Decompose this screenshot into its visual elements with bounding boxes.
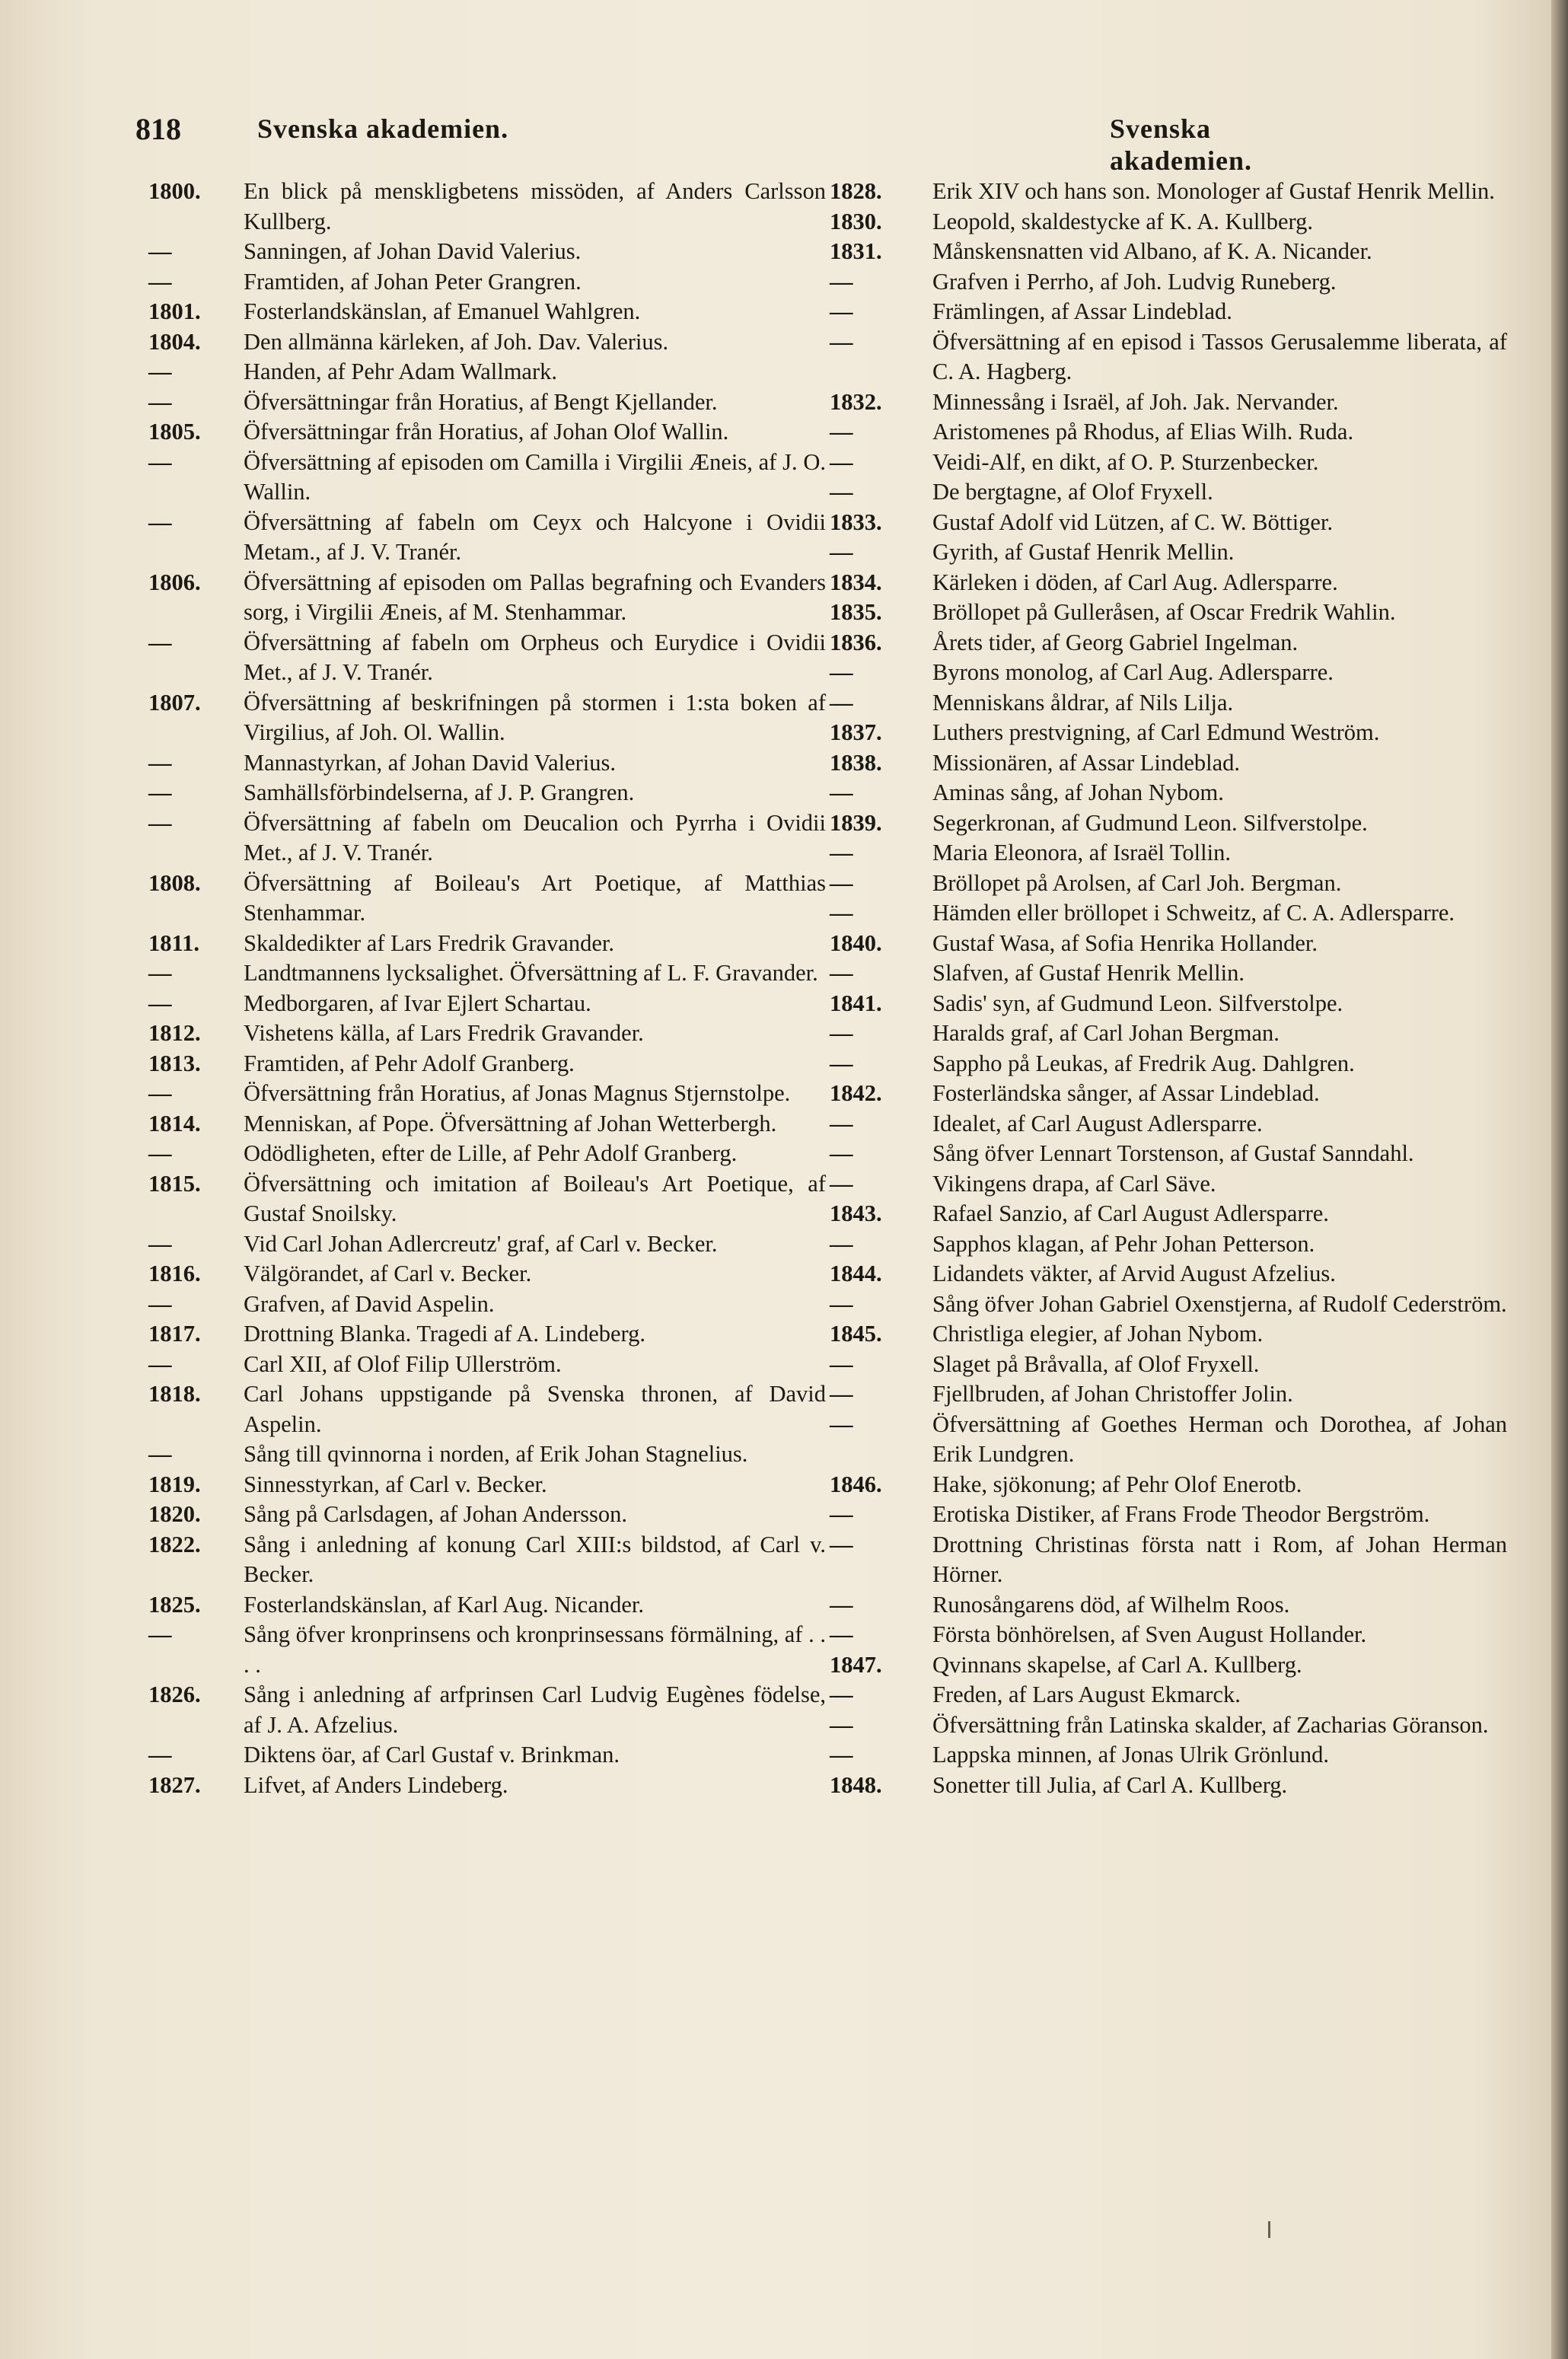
entry-year: — [830, 1682, 853, 1707]
entry-text: Hake, sjökonung; af Pehr Olof Enerotb. [932, 1471, 1302, 1497]
entry-year: 1800. [148, 178, 201, 204]
list-item [830, 1289, 1507, 1320]
list-item [148, 1229, 826, 1260]
entry-text: Drottning Blanka. Tragedi af A. Lindeberg. [244, 1321, 646, 1347]
entry-text: Skaldedikter af Lars Fredrik Gravander. [244, 929, 614, 956]
entry-text: Runosångarens död, af Wilhelm Roos. [932, 1591, 1290, 1618]
entry-year: — [148, 779, 172, 805]
entry-text: Menniskan, af Pope. Öfversättning af Johan Wetterbergh. [244, 1110, 777, 1136]
list-item [830, 1079, 1507, 1109]
entry-text: Veidi-Alf, en dikt, af O. P. Sturzenbecker. [932, 448, 1319, 475]
list-item [148, 1439, 826, 1470]
entry-year: 1831. [830, 238, 882, 264]
entry-text: Årets tider, af Georg Gabriel Ingelman. [932, 629, 1299, 655]
list-item [830, 1379, 1507, 1410]
entry-year: — [830, 1591, 853, 1618]
entry-text: Öfversättning af fabeln om Orpheus och Eurydice i Ovidii Met., af J. V. Tranér. [244, 629, 826, 685]
entry-text: Bröllopet på Arolsen, af Carl Joh. Bergman. [932, 869, 1342, 896]
entry-year: — [830, 539, 853, 565]
list-item [148, 448, 826, 508]
entry-year: 1811. [148, 929, 199, 956]
entry-year: — [830, 900, 853, 926]
list-item [830, 1139, 1507, 1169]
entry-text: Öfversättning af episoden om Pallas begrafning och Evanders sorg, i Virgilii Æneis, af M. Stenhammar. [244, 569, 826, 625]
entry-text: Sanningen, af Johan David Valerius. [244, 238, 582, 264]
entry-text: Freden, af Lars August Ekmarck. [932, 1682, 1241, 1707]
entry-year: 1808. [148, 869, 201, 896]
entry-year: 1813. [148, 1050, 201, 1076]
entry-text: Handen, af Pehr Adam Wallmark. [244, 359, 558, 384]
list-item [148, 387, 826, 418]
entry-text: Rafael Sanzio, af Carl August Adlersparre. [932, 1200, 1329, 1226]
entry-text: Öfversättning af fabeln om Deucalion och Pyrrha i Ovidii Met., af J. V. Tranér. [244, 809, 826, 865]
entry-year: 1815. [148, 1170, 201, 1197]
entry-text: Fosterlandskänslan, af Karl Aug. Nicander. [244, 1591, 644, 1618]
entry-year: — [148, 359, 172, 384]
list-item [148, 628, 826, 688]
entry-year: — [830, 689, 853, 716]
entry-year: — [830, 1290, 853, 1317]
entry-year: — [148, 1080, 172, 1106]
list-item [830, 1710, 1507, 1741]
entry-text: Idealet, af Carl August Adlersparre. [932, 1110, 1263, 1136]
list-item [148, 1350, 826, 1380]
entry-year: — [148, 1230, 172, 1257]
list-item [148, 177, 826, 237]
entry-year: — [148, 1441, 172, 1467]
list-item [830, 327, 1507, 387]
entry-text: Fosterlandskänslan, af Emanuel Wahlgren. [244, 298, 641, 324]
entry-year: — [148, 448, 172, 475]
entry-year: — [148, 1742, 172, 1768]
list-item [148, 1319, 826, 1350]
entry-year: — [830, 1531, 853, 1557]
list-item [148, 869, 826, 929]
entry-year: 1843. [830, 1200, 882, 1226]
entry-year: — [148, 508, 172, 535]
list-item [830, 1319, 1507, 1350]
entry-text: Framtiden, af Johan Peter Grangren. [244, 268, 582, 295]
list-item [830, 1530, 1507, 1590]
entry-year: — [830, 268, 853, 295]
list-item [148, 989, 826, 1019]
entry-text: Sång öfver Lennart Torstenson, af Gustaf Sanndahl. [932, 1140, 1414, 1166]
entry-year: 1801. [148, 298, 201, 324]
entry-year: — [830, 479, 853, 505]
list-item [148, 1379, 826, 1439]
list-item [148, 958, 826, 989]
entry-year: 1826. [148, 1682, 201, 1707]
list-item [830, 267, 1507, 298]
entry-text: Lifvet, af Anders Lindeberg. [244, 1771, 508, 1798]
list-item [830, 417, 1507, 448]
entry-text: Aminas sång, af Johan Nybom. [932, 779, 1224, 805]
entry-year: — [148, 629, 172, 655]
list-item [148, 748, 826, 779]
list-item [830, 748, 1507, 779]
entry-text: Luthers prestvigning, af Carl Edmund Weström. [932, 719, 1380, 745]
list-item [830, 1199, 1507, 1229]
list-item [830, 177, 1507, 207]
entry-year: — [830, 1170, 853, 1197]
list-item [830, 1740, 1507, 1771]
list-item [830, 1680, 1507, 1710]
entry-text: Leopold, skaldestycke af K. A. Kullberg. [932, 208, 1314, 234]
entry-text: Segerkronan, af Gudmund Leon. Silfverstolpe. [932, 809, 1368, 836]
list-item [830, 1229, 1507, 1260]
entry-text: Sapphos klagan, af Pehr Johan Petterson. [932, 1230, 1315, 1257]
entry-text: Öfversättningar från Horatius, af Bengt Kjellander. [244, 388, 718, 415]
list-item [830, 718, 1507, 748]
page-edge-shadow [1551, 0, 1568, 2359]
entry-year: — [148, 388, 172, 415]
list-item [830, 1350, 1507, 1380]
list-item [830, 477, 1507, 508]
list-item [830, 1500, 1507, 1530]
list-item [830, 989, 1507, 1019]
entry-text: Öfversättning och imitation af Boileau's Art Poetique, af Gustaf Snoilsky. [244, 1170, 826, 1226]
entry-year: — [148, 1140, 172, 1166]
list-item [148, 1680, 826, 1740]
entry-year: — [830, 328, 853, 355]
ink-mark [1268, 2221, 1270, 2238]
list-item [148, 1049, 826, 1079]
list-item [148, 1259, 826, 1289]
entry-text: Minnessång i Israël, af Joh. Jak. Nervander. [932, 388, 1339, 415]
list-item [830, 869, 1507, 899]
entry-text: Sång på Carlsdagen, af Johan Andersson. [244, 1501, 627, 1527]
list-item [148, 267, 826, 298]
list-item [830, 929, 1507, 959]
list-item [830, 537, 1507, 568]
entry-text: Sonetter till Julia, af Carl A. Kullberg. [932, 1771, 1288, 1798]
entry-year: — [830, 1020, 853, 1046]
entry-text: Framtiden, af Pehr Adolf Granberg. [244, 1050, 575, 1076]
entry-text: Byrons monolog, af Carl Aug. Adlersparre. [932, 659, 1334, 685]
entry-text: En blick på menskligbetens missöden, af Anders Carlsson Kullberg. [244, 178, 826, 234]
entry-year: 1827. [148, 1771, 201, 1798]
entry-year: — [148, 809, 172, 836]
entry-text: Carl Johans uppstigande på Svenska thronen, af David Aspelin. [244, 1381, 826, 1437]
entry-year: — [830, 1411, 853, 1437]
entry-year: 1816. [148, 1261, 201, 1286]
entry-text: Sappho på Leukas, af Fredrik Aug. Dahlgren. [932, 1050, 1355, 1076]
list-item [148, 417, 826, 448]
entry-text: Öfversättning af beskrifningen på stormen i 1:sta boken af Virgilius, af Joh. Ol. Wallin. [244, 689, 826, 745]
entry-year: — [148, 749, 172, 776]
entry-text: Öfversättning af episoden om Camilla i Virgilii Æneis, af J. O. Wallin. [244, 448, 826, 505]
entry-year: — [148, 1350, 172, 1377]
entry-year: 1848. [830, 1771, 882, 1798]
entry-year: 1814. [148, 1110, 201, 1136]
entry-text: Sång till qvinnorna i norden, af Erik Johan Stagnelius. [244, 1441, 748, 1467]
entry-year: 1839. [830, 809, 882, 836]
entry-year: — [148, 268, 172, 295]
entry-text: Grafven i Perrho, af Joh. Ludvig Runeberg. [932, 268, 1337, 295]
list-item [830, 628, 1507, 658]
list-item [830, 1771, 1507, 1801]
list-item [148, 237, 826, 267]
entry-text: Lappska minnen, af Jonas Ulrik Grönlund. [932, 1742, 1329, 1768]
list-item [830, 1259, 1507, 1289]
list-item [830, 658, 1507, 688]
entry-text: Öfversättning af Goethes Herman och Dorothea, af Johan Erik Lundgren. [932, 1411, 1507, 1467]
entry-text: Sång öfver kronprinsens och kronprinsessans förmälning, af . . . . [244, 1621, 826, 1678]
list-item [830, 387, 1507, 418]
entry-year: — [830, 869, 853, 896]
entry-year: — [830, 419, 853, 445]
entry-text: De bergtagne, af Olof Fryxell. [932, 479, 1213, 505]
list-item [148, 1079, 826, 1109]
entry-text: Gustaf Adolf vid Lützen, af C. W. Böttiger. [932, 508, 1334, 535]
entry-text: Menniskans åldrar, af Nils Lilja. [932, 689, 1234, 716]
entry-text: Erik XIV och hans son. Monologer af Gustaf Henrik Mellin. [932, 178, 1495, 204]
list-item [830, 1590, 1507, 1621]
list-item [148, 327, 826, 358]
right-column [830, 177, 1507, 1800]
list-item [148, 1139, 826, 1169]
entry-text: Gustaf Wasa, af Sofia Henrika Hollander. [932, 929, 1318, 956]
entry-text: Slafven, af Gustaf Henrik Mellin. [932, 960, 1245, 986]
entry-year: — [148, 1621, 172, 1647]
entry-text: Mannastyrkan, af Johan David Valerius. [244, 749, 617, 776]
entry-year: 1818. [148, 1381, 201, 1407]
list-item [148, 297, 826, 327]
entry-year: 1845. [830, 1321, 882, 1347]
list-item [830, 598, 1507, 628]
entry-text: Aristomenes på Rhodus, af Elias Wilh. Ruda. [932, 419, 1354, 445]
entry-year: — [830, 1350, 853, 1377]
list-item [830, 1410, 1507, 1470]
entry-year: — [830, 779, 853, 805]
entry-year: — [830, 1110, 853, 1136]
entry-year: 1806. [148, 569, 201, 595]
entry-text: Öfversättning af Boileau's Art Poetique, af Matthias Stenhammar. [244, 869, 826, 926]
list-item [148, 1740, 826, 1771]
list-item [830, 1169, 1507, 1200]
entry-year: — [148, 990, 172, 1016]
entry-text: Kärleken i döden, af Carl Aug. Adlersparre. [932, 569, 1338, 595]
entry-text: Vid Carl Johan Adlercreutz' graf, af Carl v. Becker. [244, 1230, 718, 1257]
entry-year: 1840. [830, 929, 882, 956]
entry-year: — [830, 960, 853, 986]
entry-text: Öfversättning af en episod i Tassos Gerusalemme liberata, af C. A. Hagberg. [932, 328, 1507, 384]
entry-year: 1825. [148, 1591, 201, 1618]
entry-text: Medborgaren, af Ivar Ejlert Schartau. [244, 990, 591, 1016]
entry-text: Christliga elegier, af Johan Nybom. [932, 1321, 1264, 1347]
list-item [148, 1590, 826, 1621]
entry-text: Öfversättning från Latinska skalder, af Zacharias Göranson. [932, 1711, 1489, 1738]
list-item [830, 688, 1507, 719]
entry-text: Slaget på Bråvalla, af Olof Fryxell. [932, 1350, 1260, 1377]
list-item [830, 297, 1507, 327]
entry-text: Landtmannens lycksalighet. Öfversättning af L. F. Gravander. [244, 960, 818, 986]
entry-year: 1844. [830, 1261, 882, 1286]
list-item [830, 1019, 1507, 1049]
entry-year: 1807. [148, 689, 201, 716]
entry-year: — [830, 448, 853, 475]
list-item [148, 1019, 826, 1049]
entry-text: Diktens öar, af Carl Gustaf v. Brinkman. [244, 1742, 620, 1768]
entry-year: 1836. [830, 629, 882, 655]
entry-text: Öfversättningar från Horatius, af Johan Olof Wallin. [244, 419, 729, 445]
entry-text: Månskensnatten vid Albano, af K. A. Nicander. [932, 238, 1372, 264]
entry-year: 1842. [830, 1080, 882, 1106]
running-head-left: Svenska akademien. [257, 113, 509, 144]
entry-year: — [830, 298, 853, 324]
entry-text: Vikingens drapa, af Carl Säve. [932, 1170, 1216, 1197]
list-item [148, 1771, 826, 1801]
list-item [148, 1620, 826, 1680]
entry-text: Sadis' syn, af Gudmund Leon. Silfverstolpe. [932, 990, 1343, 1016]
entry-year: 1834. [830, 569, 882, 595]
entry-text: Öfversättning af fabeln om Ceyx och Halcyone i Ovidii Metam., af J. V. Tranér. [244, 508, 826, 565]
list-item [148, 357, 826, 387]
entry-year: — [830, 1140, 853, 1166]
list-item [830, 508, 1507, 538]
list-item [148, 1470, 826, 1500]
entry-year: 1819. [148, 1471, 201, 1497]
entry-year: 1841. [830, 990, 882, 1016]
entry-text: Maria Eleonora, af Israël Tollin. [932, 840, 1231, 865]
list-item [148, 1109, 826, 1140]
entry-year: — [830, 840, 853, 865]
entry-text: Fosterländska sånger, af Assar Lindeblad. [932, 1080, 1320, 1106]
entry-year: — [148, 238, 172, 264]
list-item [830, 808, 1507, 839]
entry-text: Sång i anledning af konung Carl XIII:s bildstod, af Carl v. Becker. [244, 1531, 826, 1587]
running-head-right: Svenska akademien. [1110, 113, 1253, 176]
entry-text: Qvinnans skapelse, af Carl A. Kullberg. [932, 1651, 1302, 1678]
entry-text: Sång i anledning af arfprinsen Carl Ludvig Eugènes födelse, af J. A. Afzelius. [244, 1682, 826, 1738]
list-item [148, 1530, 826, 1590]
entry-year: — [148, 960, 172, 986]
entry-year: 1838. [830, 749, 882, 776]
entry-year: — [830, 659, 853, 685]
list-item [148, 508, 826, 568]
entry-year: — [830, 1381, 853, 1407]
entry-year: 1820. [148, 1501, 201, 1527]
entry-year: — [830, 1050, 853, 1076]
entry-year: 1835. [830, 599, 882, 625]
entry-year: 1832. [830, 388, 882, 415]
entry-year: 1828. [830, 178, 882, 204]
list-item [148, 929, 826, 959]
list-item [148, 778, 826, 808]
entry-text: Grafven, af David Aspelin. [244, 1290, 495, 1317]
list-item [830, 1650, 1507, 1681]
entry-text: Haralds graf, af Carl Johan Bergman. [932, 1020, 1280, 1046]
entry-year: — [148, 1290, 172, 1317]
entry-year: 1804. [148, 328, 201, 355]
entry-year: — [830, 1711, 853, 1738]
entry-text: Sång öfver Johan Gabriel Oxenstjerna, af Rudolf Cederström. [932, 1290, 1507, 1317]
list-item [830, 1620, 1507, 1650]
entry-year: — [830, 1742, 853, 1768]
entry-year: — [830, 1230, 853, 1257]
page-number: 818 [135, 112, 181, 146]
entry-text: Välgörandet, af Carl v. Becker. [244, 1261, 532, 1286]
entry-year: 1830. [830, 208, 882, 234]
list-item [830, 1049, 1507, 1079]
entry-text: Hämden eller bröllopet i Schweitz, af C. A. Adlersparre. [932, 900, 1455, 926]
list-item [148, 568, 826, 628]
entry-year: 1847. [830, 1651, 882, 1678]
entry-year: 1805. [148, 419, 201, 445]
entry-text: Drottning Christinas första natt i Rom, af Johan Herman Hörner. [932, 1531, 1507, 1587]
entry-text: Bröllopet på Gulleråsen, af Oscar Fredrik Wahlin. [932, 599, 1396, 625]
list-item [148, 808, 826, 869]
entry-text: Erotiska Distiker, af Frans Frode Theodor Bergström. [932, 1501, 1430, 1527]
entry-text: Första bönhörelsen, af Sven August Hollander. [932, 1621, 1367, 1647]
list-item [830, 207, 1507, 237]
list-item [148, 1500, 826, 1530]
entry-year: 1837. [830, 719, 882, 745]
entry-text: Fjellbruden, af Johan Christoffer Jolin. [932, 1381, 1293, 1407]
list-item [148, 688, 826, 748]
entry-text: Främlingen, af Assar Lindeblad. [932, 298, 1232, 324]
entry-year: 1817. [148, 1321, 201, 1347]
entry-text: Sinnesstyrkan, af Carl v. Becker. [244, 1471, 547, 1497]
list-item [830, 448, 1507, 478]
list-item [148, 1169, 826, 1229]
list-item [830, 898, 1507, 929]
entry-text: Samhällsförbindelserna, af J. P. Grangren. [244, 779, 635, 805]
list-item [830, 1470, 1507, 1500]
list-item [830, 778, 1507, 808]
entry-text: Vishetens källa, af Lars Fredrik Gravander. [244, 1020, 644, 1046]
entry-text: Missionären, af Assar Lindeblad. [932, 749, 1241, 776]
list-item [148, 1289, 826, 1320]
entry-year: 1822. [148, 1531, 201, 1557]
list-item [830, 838, 1507, 869]
list-item [830, 958, 1507, 989]
list-item [830, 568, 1507, 598]
entry-text: Den allmänna kärleken, af Joh. Dav. Valerius. [244, 328, 669, 355]
list-item [830, 1109, 1507, 1140]
entry-year: 1812. [148, 1020, 201, 1046]
entry-year: — [830, 1621, 853, 1647]
entry-year: 1833. [830, 508, 882, 535]
list-item [830, 237, 1507, 267]
entry-year: — [830, 1501, 853, 1527]
entry-year: 1846. [830, 1471, 882, 1497]
entry-text: Öfversättning från Horatius, af Jonas Magnus Stjernstolpe. [244, 1080, 791, 1106]
left-column [148, 177, 826, 1800]
entry-text: Gyrith, af Gustaf Henrik Mellin. [932, 539, 1235, 565]
entry-text: Carl XII, af Olof Filip Ullerström. [244, 1350, 562, 1377]
entry-text: Odödligheten, efter de Lille, af Pehr Adolf Granberg. [244, 1140, 738, 1166]
page-header [135, 111, 1353, 176]
entry-text: Lidandets väkter, af Arvid August Afzelius. [932, 1261, 1336, 1286]
